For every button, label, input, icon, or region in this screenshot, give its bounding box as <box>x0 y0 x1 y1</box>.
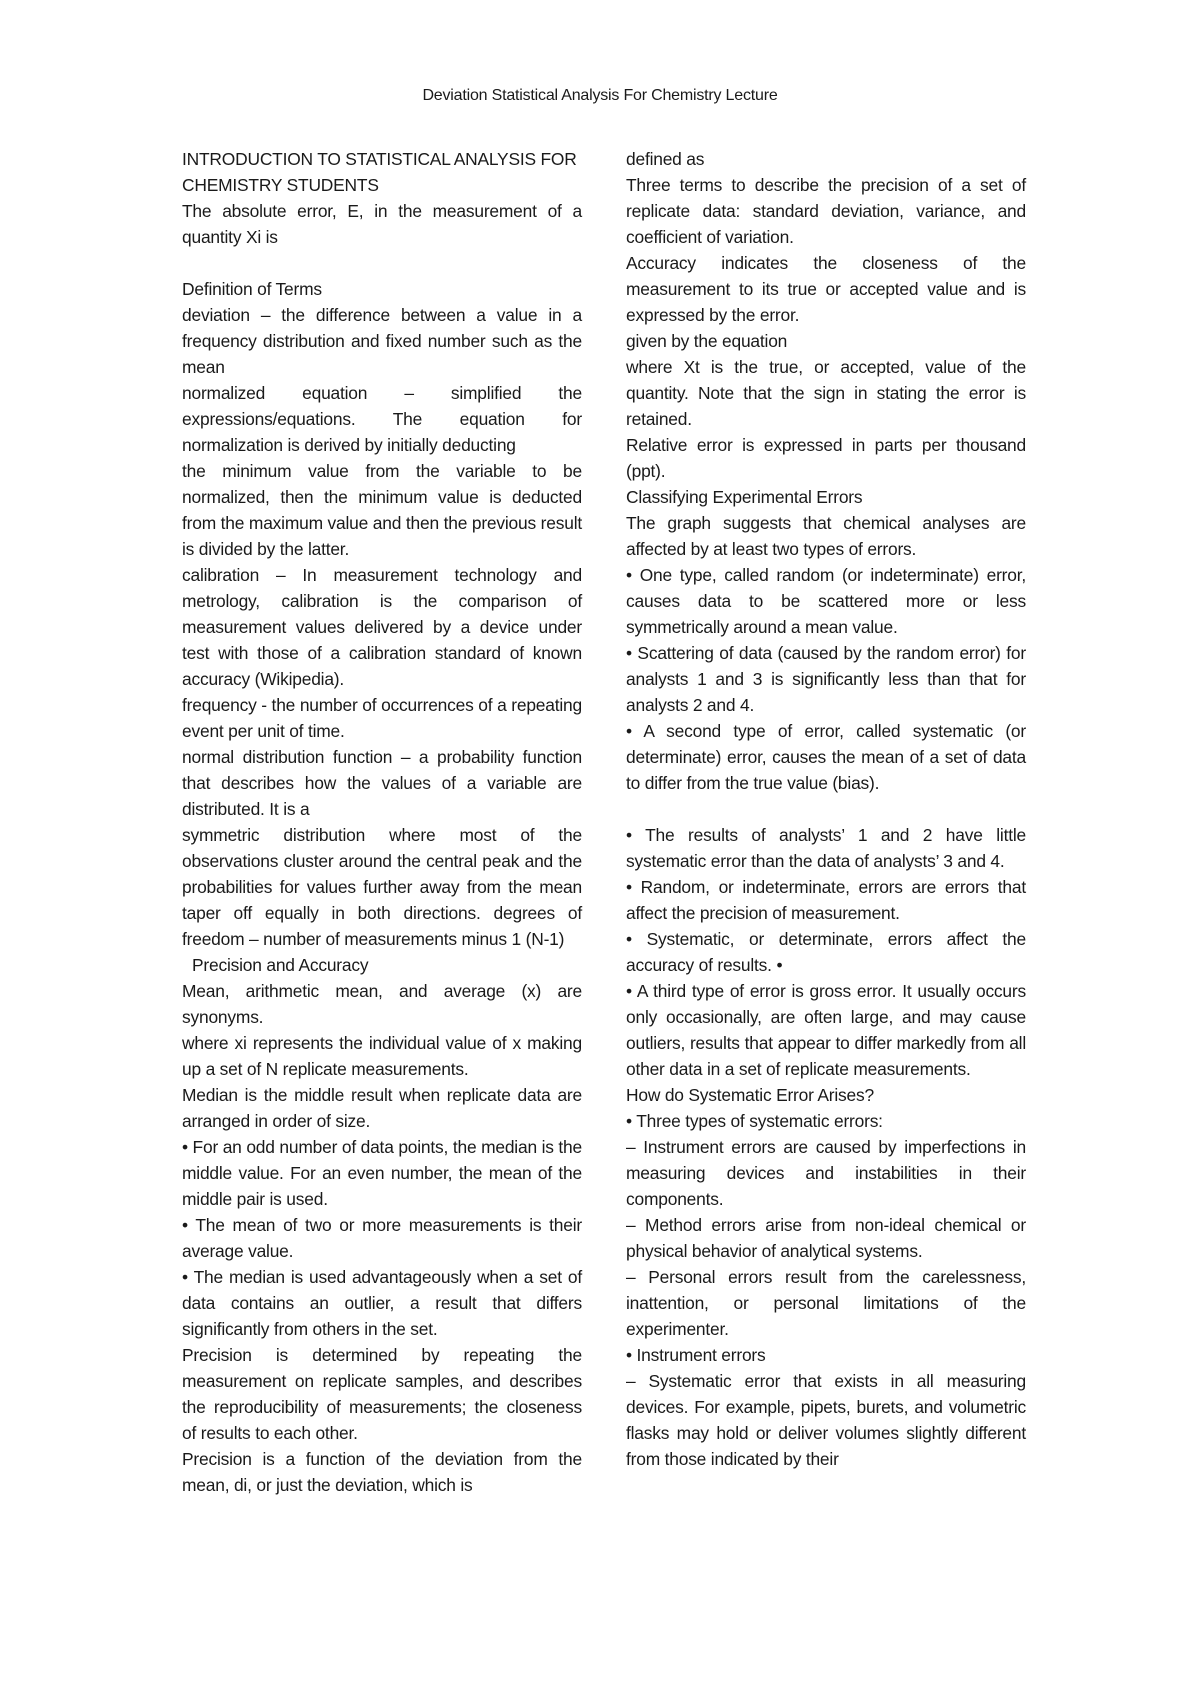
definition-deviation: deviation – the difference between a value in a frequency distribution and fixed number such as the mean <box>182 305 582 377</box>
document-title: INTRODUCTION TO STATISTICAL ANALYSIS FOR CHEMISTRY STUDENTS <box>182 149 577 195</box>
bullet-item: • One type, called random (or indeterminate) error, causes data to be scattered more or less symmetrically around a mean value. <box>626 565 1026 637</box>
dash-item: – Instrument errors are caused by imperfections in measuring devices and instabilities in their components. <box>626 1137 1026 1209</box>
section-heading: Definition of Terms <box>182 279 322 299</box>
bullet-item: • The median is used advantageously when a set of data contains an outlier, a result that differs significantly from others in the set. <box>182 1267 582 1339</box>
paragraph: Mean, arithmetic mean, and average (x) are synonyms. <box>182 981 582 1027</box>
left-column <box>182 146 582 1498</box>
bullet-item: • The mean of two or more measurements is their average value. <box>182 1215 582 1261</box>
definition-calibration: calibration – In measurement technology and metrology, calibration is the comparison of measurement values delivered by a device under test with those of a calibration standard of known accuracy (Wikipedia). <box>182 565 582 689</box>
definition-frequency: frequency - the number of occurrences of a repeating event per unit of time. <box>182 695 582 741</box>
section-heading: Precision and Accuracy <box>192 955 369 975</box>
paragraph: Relative error is expressed in parts per thousand (ppt). <box>626 435 1026 481</box>
bullet-item: • Systematic, or determinate, errors affect the accuracy of results. • <box>626 929 1026 975</box>
bullet-item: • Random, or indeterminate, errors are errors that affect the precision of measurement. <box>626 877 1026 923</box>
paragraph: Precision is determined by repeating the measurement on replicate samples, and describes the reproducibility of measurements; the closeness of results to each other. <box>182 1345 582 1443</box>
paragraph: Three terms to describe the precision of a set of replicate data: standard deviation, variance, and coefficient of variation. <box>626 175 1026 247</box>
section-heading: How do Systematic Error Arises? <box>626 1085 874 1105</box>
paragraph: where Xt is the true, or accepted, value of the quantity. Note that the sign in stating the error is retained. <box>626 357 1026 429</box>
paragraph: Accuracy indicates the closeness of the measurement to its true or accepted value and is expressed by the error. <box>626 253 1026 325</box>
paragraph: where xi represents the individual value of x making up a set of N replicate measurements. <box>182 1033 582 1079</box>
paragraph: the minimum value from the variable to be normalized, then the minimum value is deducted from the maximum value and then the previous result is divided by the latter. <box>182 461 582 559</box>
paragraph: symmetric distribution where most of the observations cluster around the central peak and the probabilities for values further away from the mean taper off equally in both directions. degrees of freedom – number of measurements minus 1 (N-1) <box>182 825 582 949</box>
page-header: Deviation Statistical Analysis For Chemistry Lecture <box>422 87 778 104</box>
paragraph: defined as <box>626 149 705 169</box>
bullet-item: • The results of analysts’ 1 and 2 have little systematic error than the data of analysts’ 3 and 4. <box>626 825 1026 871</box>
paragraph: Precision is a function of the deviation from the mean, di, or just the deviation, which is <box>182 1449 582 1495</box>
definition-normal-distribution: normal distribution function – a probability function that describes how the values of a variable are distributed. It is a <box>182 747 582 819</box>
paragraph: The absolute error, E, in the measurement of a quantity Xi is <box>182 201 582 247</box>
bullet-item: • A second type of error, called systematic (or determinate) error, causes the mean of a set of data to differ from the true value (bias). <box>626 721 1026 793</box>
right-column <box>626 146 1026 1472</box>
definition-normalized-equation: normalized equation – simplified the expressions/equations. The equation for normalization is derived by initially deducting <box>182 383 582 455</box>
section-heading: Classifying Experimental Errors <box>626 487 863 507</box>
bullet-item: • Instrument errors <box>626 1345 766 1365</box>
bullet-item: • Scattering of data (caused by the random error) for analysts 1 and 3 is significantly less than that for analysts 2 and 4. <box>626 643 1026 715</box>
paragraph: The graph suggests that chemical analyses are affected by at least two types of errors. <box>626 513 1026 559</box>
paragraph: given by the equation <box>626 331 788 351</box>
dash-item: – Personal errors result from the carelessness, inattention, or personal limitations of the experimenter. <box>626 1267 1026 1339</box>
bullet-item: • Three types of systematic errors: <box>626 1111 883 1131</box>
dash-item: – Systematic error that exists in all measuring devices. For example, pipets, burets, and volumetric flasks may hold or deliver volumes slightly different from those indicated by their <box>626 1371 1026 1469</box>
paragraph: Median is the middle result when replicate data are arranged in order of size. <box>182 1085 582 1131</box>
bullet-item: • For an odd number of data points, the median is the middle value. For an even number, the mean of the middle pair is used. <box>182 1137 582 1209</box>
dash-item: – Method errors arise from non-ideal chemical or physical behavior of analytical systems. <box>626 1215 1026 1261</box>
bullet-item: • A third type of error is gross error. It usually occurs only occasionally, are often large, and may cause outliers, results that appear to differ markedly from all other data in a set of replicate measurements. <box>626 981 1026 1079</box>
